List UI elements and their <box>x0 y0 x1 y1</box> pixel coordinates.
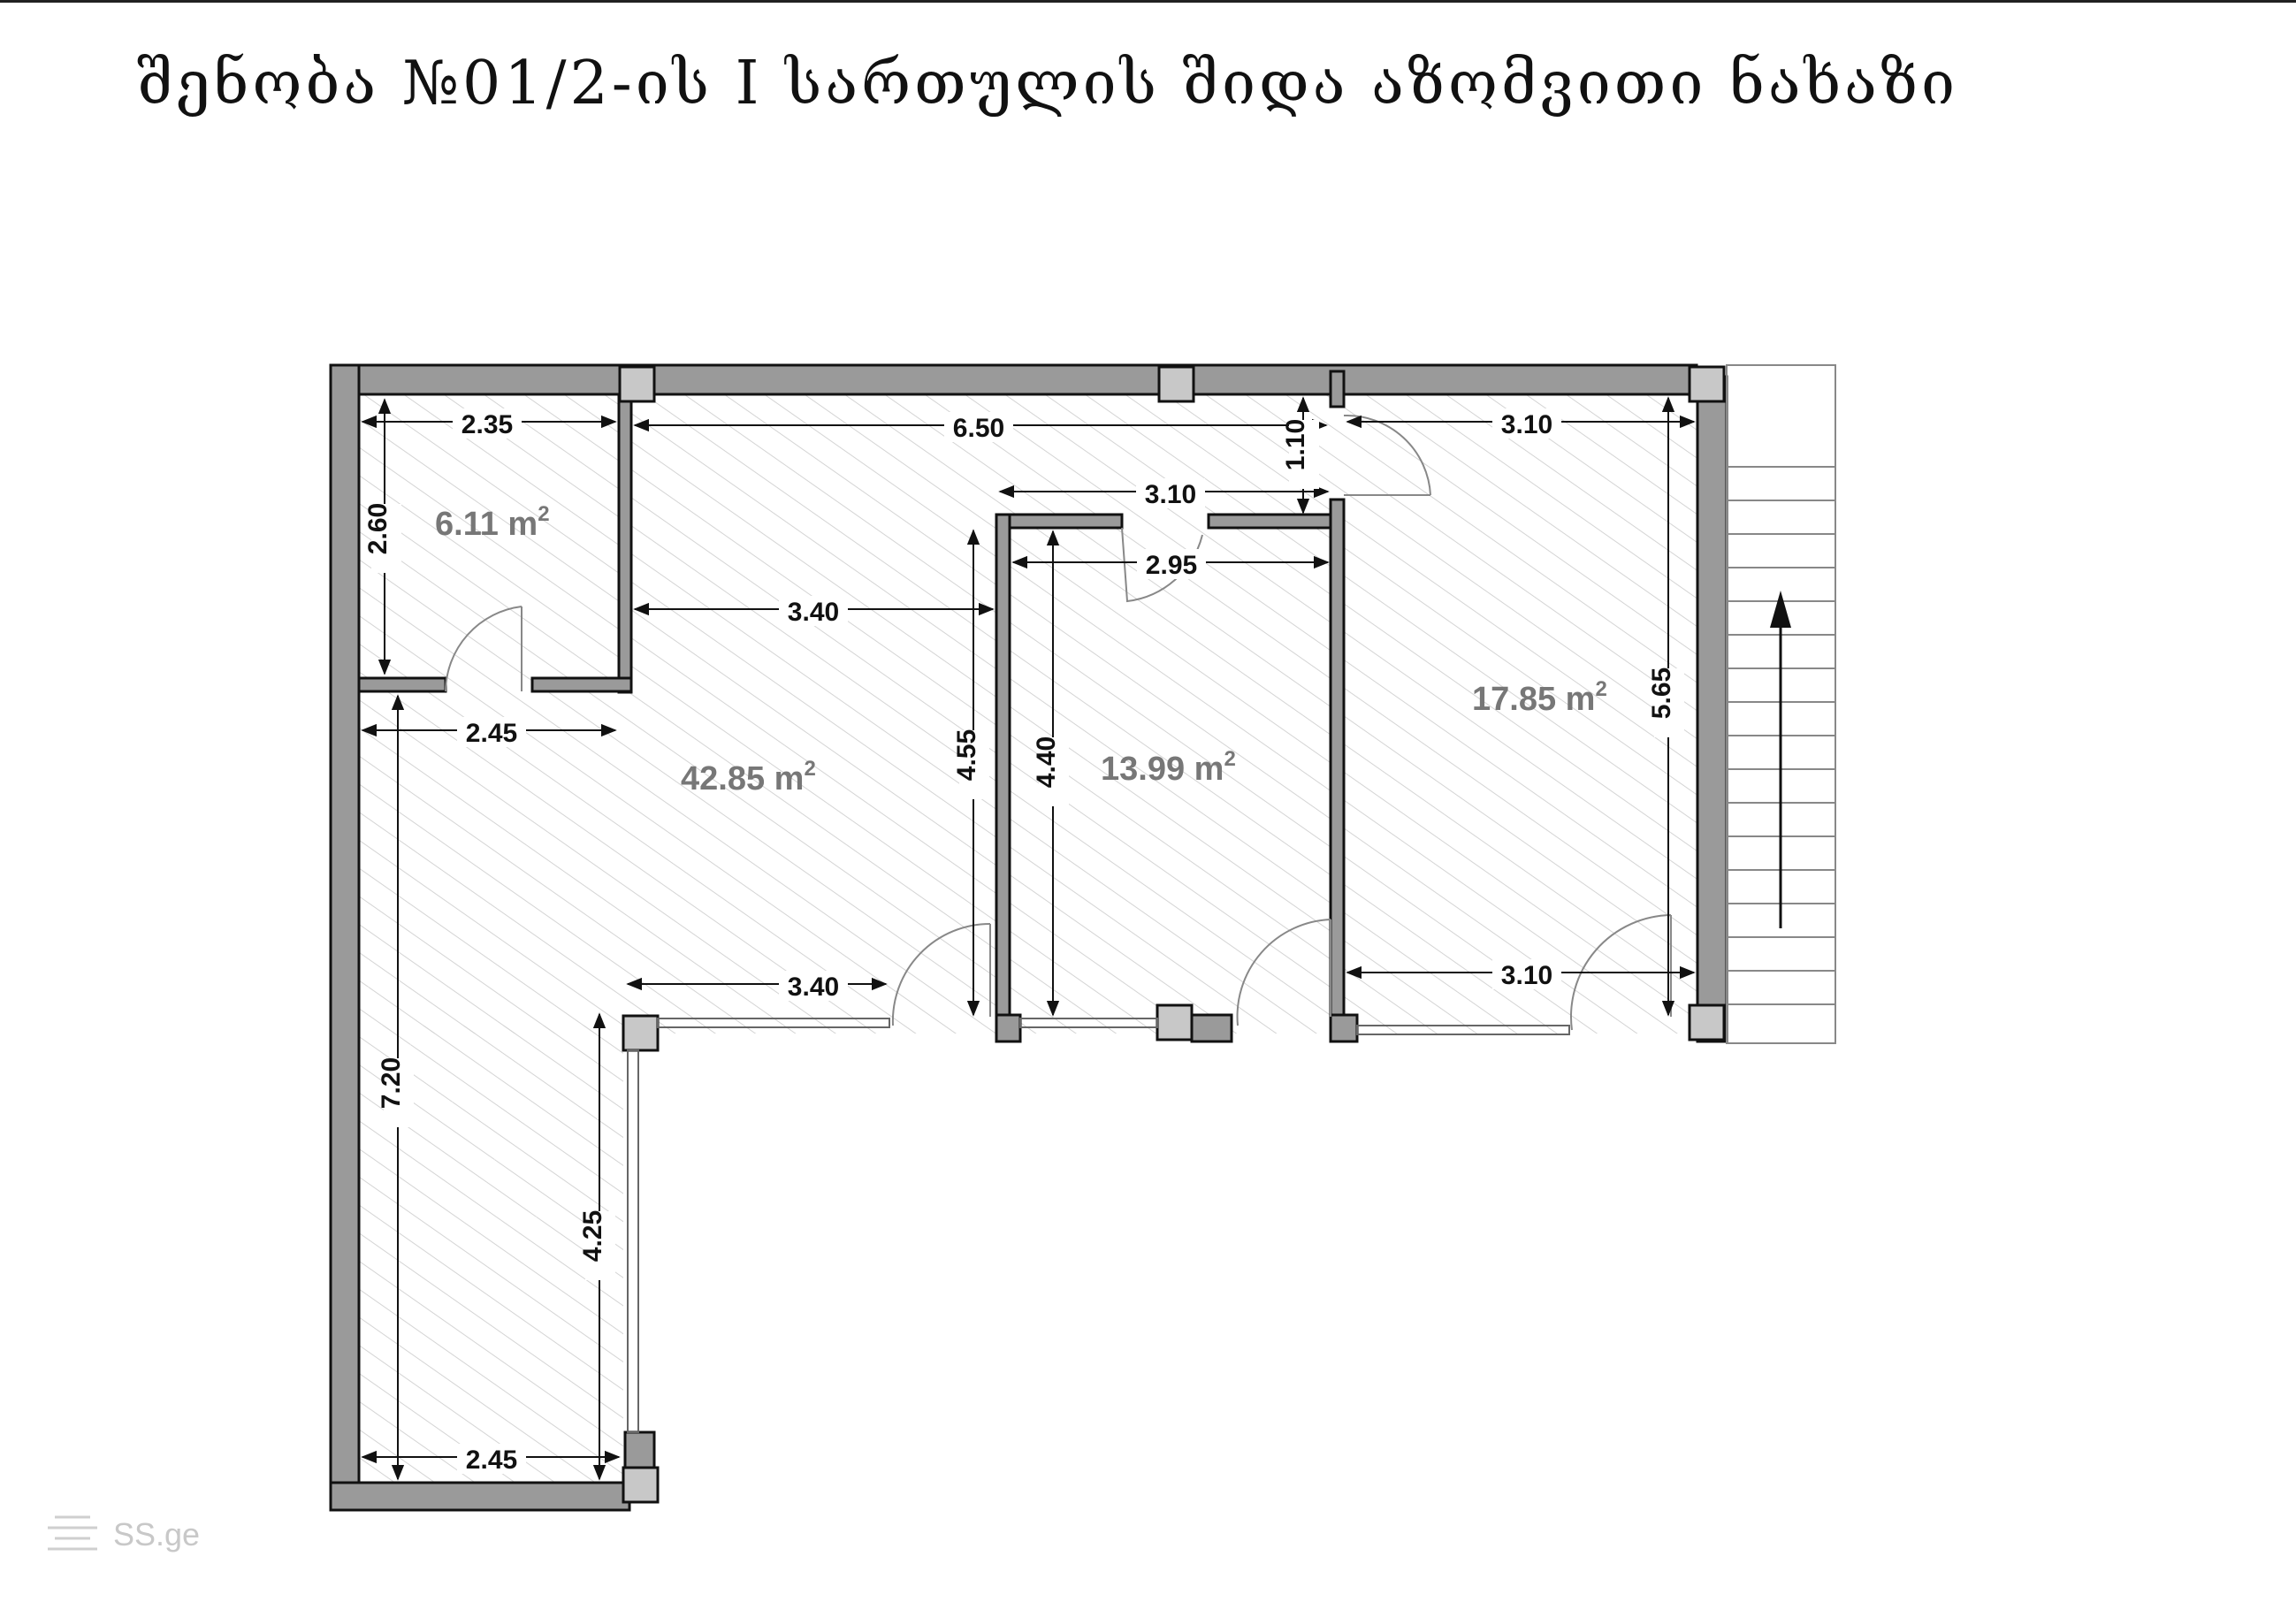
room-area-right: 17.85 $m^2$ <box>1472 677 1607 718</box>
dim-bottom-right-width: 3.10 <box>1500 961 1553 990</box>
page-title: შენობა №01/2-ის I სართულის შიდა აზომვითი ნახაზი <box>137 49 1959 118</box>
dim-middle-outer-height: 4.55 <box>952 729 981 782</box>
dim-middle-inner-height: 4.40 <box>1032 736 1061 789</box>
dim-window-height: 4.25 <box>578 1209 607 1263</box>
dim-top-left-width: 2.35 <box>461 410 514 439</box>
dim-middle-inner-width: 2.95 <box>1145 551 1198 580</box>
dim-left-mid-width: 2.45 <box>465 719 518 748</box>
stair-arrow-icon <box>1770 591 1791 928</box>
dim-left-height: 7.20 <box>377 1057 406 1110</box>
windows <box>628 1018 1569 1432</box>
dim-top-right-width: 3.10 <box>1500 410 1553 439</box>
room-area-middle: 13.99 $m^2$ <box>1101 747 1236 788</box>
room-area-hall: 42.85 $m^2$ <box>681 757 816 797</box>
watermark-text: SS.ge <box>113 1516 201 1552</box>
dim-middle-outer-width: 3.10 <box>1144 480 1197 509</box>
dim-right-height: 5.65 <box>1647 667 1676 720</box>
dim-hall-mid-width: 3.40 <box>787 598 840 627</box>
room-area-small: 6.11 $m^2$ <box>435 502 550 543</box>
dim-bottom-left-width: 2.45 <box>465 1446 518 1475</box>
dim-corridor-top: 6.50 <box>952 414 1005 443</box>
watermark-logo-icon <box>48 1517 97 1549</box>
floor-hatch <box>358 394 1697 1485</box>
dim-gap-height: 1.10 <box>1281 418 1310 471</box>
dim-top-left-height: 2.60 <box>363 502 393 555</box>
dim-bottom-mid-width: 3.40 <box>787 973 840 1002</box>
watermark <box>48 1516 200 1552</box>
